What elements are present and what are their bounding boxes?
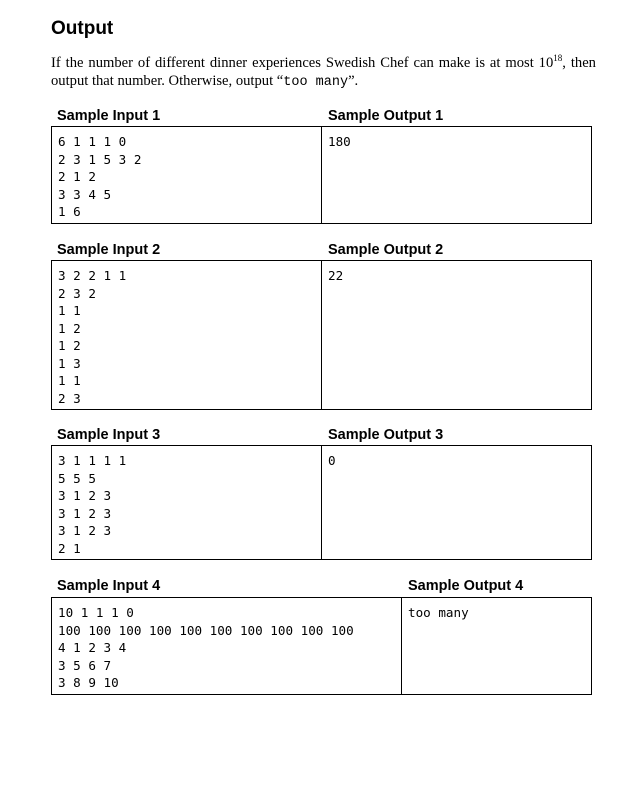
sample-1-table — [51, 126, 592, 224]
sample-output-2-label: Sample Output 2 — [328, 242, 444, 258]
description-text-after: ”. — [348, 73, 359, 89]
sample-input-4-cell — [52, 598, 402, 695]
sample-output-3: 0 — [328, 453, 336, 468]
sample-input-4-label: Sample Input 4 — [57, 578, 161, 594]
sample-input-1: 6 1 1 1 0 2 3 1 5 3 2 2 1 2 3 3 4 5 1 6 — [58, 134, 142, 219]
exponent: 18 — [553, 53, 563, 64]
description-text-middle: , then output that number. Otherwise, output “ — [51, 55, 596, 89]
sample-input-2: 3 2 2 1 1 2 3 2 1 1 1 2 1 2 1 3 1 1 2 3 — [58, 268, 127, 406]
sample-input-1-label: Sample Input 1 — [57, 108, 161, 124]
sample-input-3: 3 1 1 1 1 5 5 5 3 1 2 3 3 1 2 3 3 1 2 3 2 1 — [58, 453, 127, 556]
sample-output-2: 22 — [328, 268, 344, 283]
sample-input-3-cell — [52, 446, 322, 560]
output-description — [51, 54, 596, 92]
too-many-code: too many — [283, 75, 349, 90]
sample-3-table — [51, 445, 592, 560]
sample-output-3-label: Sample Output 3 — [328, 427, 444, 443]
sample-input-3-label: Sample Input 3 — [57, 427, 161, 443]
sample-2-table — [51, 260, 592, 410]
sample-4-table — [51, 597, 592, 695]
sample-output-4-label: Sample Output 4 — [408, 578, 524, 594]
sample-output-1-label: Sample Output 1 — [328, 108, 444, 124]
sample-output-2-cell — [322, 261, 592, 410]
sample-output-1: 180 — [328, 134, 351, 149]
sample-input-2-label: Sample Input 2 — [57, 242, 161, 258]
sample-input-4: 10 1 1 1 0 100 100 100 100 100 100 100 100 100 100 4 1 2 3 4 3 5 6 7 3 8 9 10 — [58, 605, 354, 690]
sample-input-2-cell — [52, 261, 322, 410]
sample-output-4-cell — [402, 598, 592, 695]
sample-output-3-cell — [322, 446, 592, 560]
section-title: Output — [51, 18, 114, 39]
sample-input-1-cell — [52, 127, 322, 224]
description-text-before: If the number of different dinner experiences Swedish Chef can make is at most 10 — [51, 55, 554, 71]
sample-output-4: too many — [408, 605, 469, 620]
sample-output-1-cell — [322, 127, 592, 224]
